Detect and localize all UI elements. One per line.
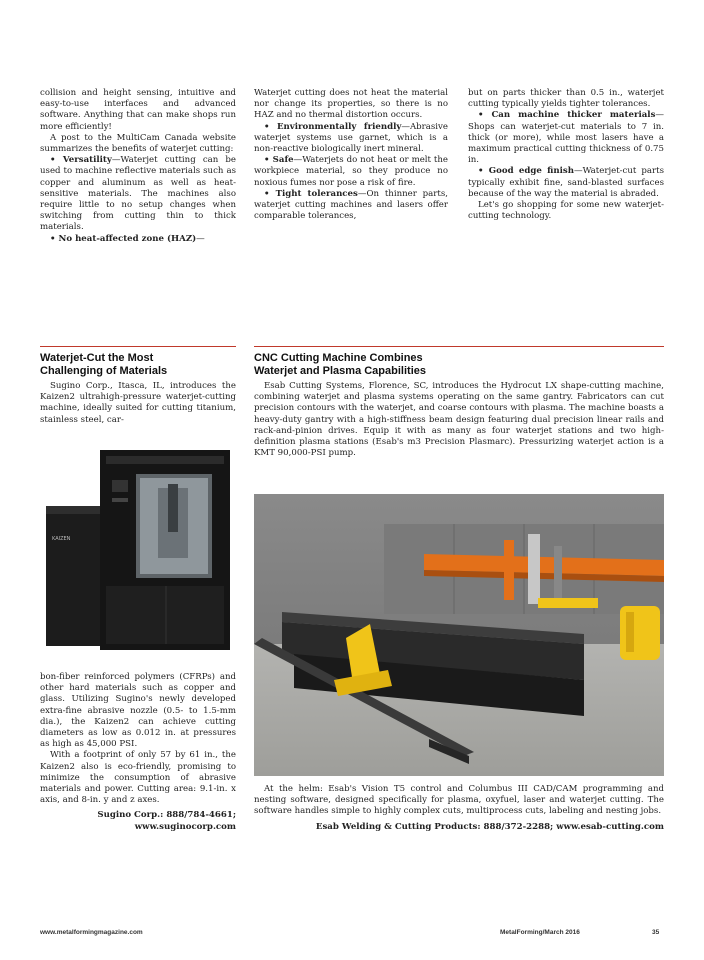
paragraph: At the helm: Esab's Vision T5 control and Columbus III CAD/CAM programming and nesting software, designed specifically for plasma, oxyfuel, laser and waterjet cutting. The software handles simple to highly complex cuts, multiprocess cuts, labeling and nesting jobs. [254,784,664,817]
right-article-heading [254,352,664,378]
right-article-body [254,784,664,833]
paragraph: Let's go shopping for some new waterjet-cutting technology. [468,200,664,222]
bullet-versatility [40,155,236,233]
bullet-thick-materials [468,110,664,166]
bullet-edge-finish [468,166,664,200]
right-article-intro [254,381,664,459]
heading-line: Waterjet and Plasma Capabilities [254,365,426,377]
bullet-text: —Shops can waterjet-cut materials to 7 in. thick (or more), while most lasers have a maximum practical cutting thickness of 0.75 in. [468,110,664,166]
left-article-intro [40,381,236,426]
paragraph: A post to the MultiCam Canada website summarizes the benefits of waterjet cutting: [40,132,236,155]
bullet-text: —Waterjet cutting can be used to machine reflective materials such as copper and aluminum as well as heat-sensitive materials. The machines also require little to no setup changes when switching from cutting thin to thick materials. [40,155,236,233]
bullet-text: —On thinner parts, waterjet cutting machines and lasers offer comparable tolerances, [254,188,448,222]
contact-website: www.suginocorp.com [134,821,236,832]
paragraph: but on parts thicker than 0.5 in., waterjet cutting typically yields tighter tolerances. [468,88,664,110]
footer-website: www.metalformingmagazine.com [40,929,143,936]
paragraph: Esab Cutting Systems, Florence, SC, introduces the Hydrocut LX shape-cutting machine, combining waterjet and plasma systems operating on the same gantry. Fabricators can cut precision contours with the waterjet, and coarse contours with plasma. The machine boasts a heavy-duty gantry with a high-stiffness beam design featuring dual precision linear rails and rack-and-pinion drives. Equip it with as many as four waterjet stations and two high-definition plasma stations (Esab's m3 Precision Plasmarc). Pressurizing waterjet action is a KMT 90,000-PSI pump. [254,381,664,459]
top-column-1 [40,88,236,245]
bullet-label: • Good edge finish [478,166,574,177]
divider-left [40,346,236,347]
bullet-label: • Can machine thicker materials [478,110,656,121]
hydrocut-machine-image [254,494,664,776]
sugino-contact [40,810,236,832]
esab-contact: Esab Welding & Cutting Products: 888/372-2288; www.esab-cutting.com [315,821,664,832]
paragraph: bon-fiber reinforced polymers (CFRPs) and other hard materials such as copper and glass. Utilizing Sugino's newly developed extra-fine abrasive nozzle (0.5- to 1.5-mm dia.), the Kaizen2 can achieve cutting diameters as low as 0.012 in. at pressures as high as 45,000 PSI. [40,672,236,750]
bullet-no-haz [40,234,236,245]
heading-line: Challenging of Materials [40,365,168,377]
left-article-body [40,672,236,833]
left-article-heading [40,352,236,378]
paragraph: Sugino Corp., Itasca, IL, introduces the Kaizen2 ultrahigh-pressure waterjet-cutting machine, ideally suited for cutting titanium, stainless steel, car- [40,381,236,425]
kaizen-machine-image [40,440,236,666]
top-column-3 [468,88,664,222]
top-column-2 [254,88,448,222]
bullet-label: • Tight tolerances [264,188,358,199]
contact-phone: Sugino Corp.: 888/784-4661; [97,810,236,821]
page-number: 35 [652,929,660,936]
bullet-text: — [196,233,205,244]
machine-label: KAIZEN [52,536,71,542]
kaizen-machine-illustration [40,440,236,666]
bullet-label: • Safe [264,155,294,166]
bullet-tolerances [254,189,448,223]
bullet-text: —Waterjet-cut parts typically exhibit fine, sand-blasted surfaces because of the way the material is abraded. [468,166,664,199]
divider-right [254,346,664,347]
bullet-environment [254,122,448,156]
heading-line: Waterjet-Cut the Most [40,352,154,364]
bullet-safe [254,155,448,189]
hydrocut-machine-illustration [254,494,664,776]
footer-issue: MetalForming/March 2016 [500,929,580,936]
paragraph: With a footprint of only 57 by 61 in., the Kaizen2 also is eco-friendly, promising to minimize the consumption of abrasive materials and power. Cutting area: 9.1-in. x axis, and 8-in. y and z axes. [40,750,236,806]
bullet-text: —Abrasive waterjet systems use garnet, which is a non-reactive biologically inert mineral. [254,121,448,155]
paragraph: collision and height sensing, intuitive and easy-to-use interfaces and advanced software. Anything that can make shops run more efficiently! [40,88,236,132]
bullet-label: • Environmentally friendly [264,121,402,132]
bullet-label: • Versatility [50,155,112,166]
bullet-text: —Waterjets do not heat or melt the workpiece material, so they produce no noxious fumes nor pose a risk of fire. [254,155,448,188]
heading-line: CNC Cutting Machine Combines [254,352,423,364]
bullet-label: • No heat-affected zone (HAZ) [50,233,197,244]
paragraph: Waterjet cutting does not heat the material nor change its properties, so there is no HAZ and no thermal distortion occurs. [254,88,448,121]
